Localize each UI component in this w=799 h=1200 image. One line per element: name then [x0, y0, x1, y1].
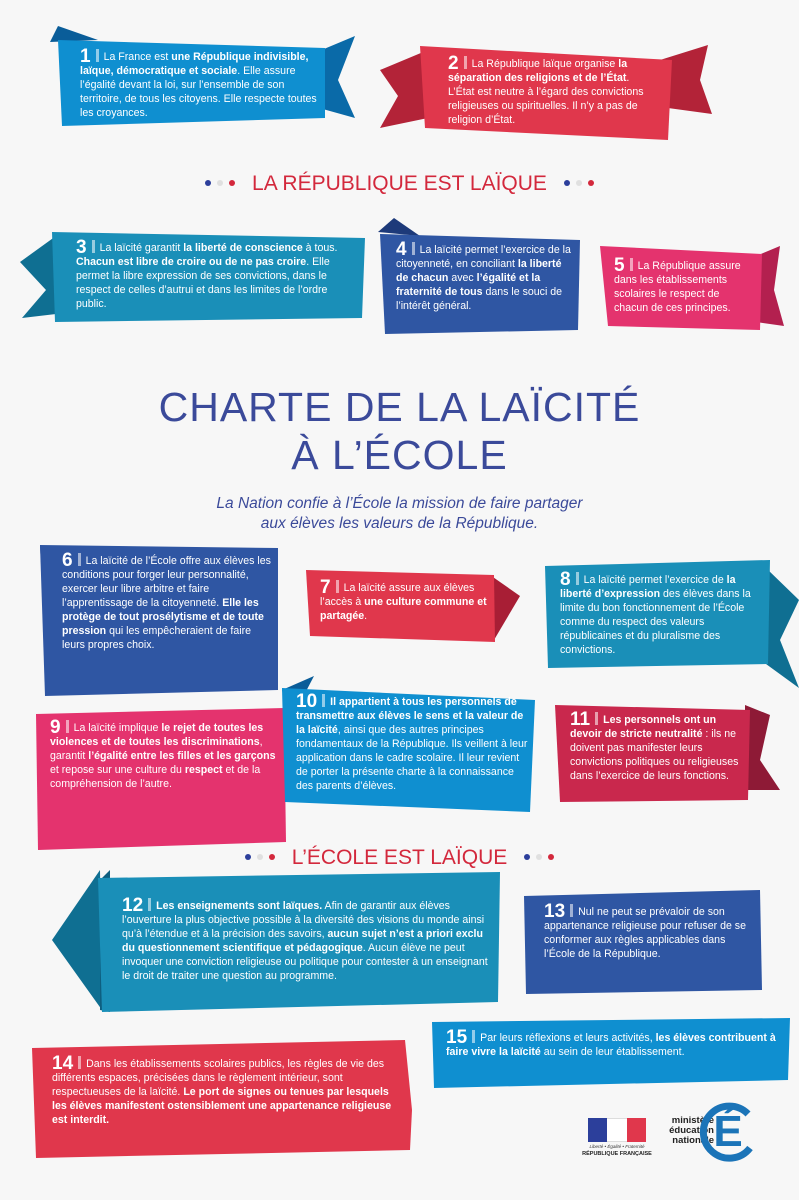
article-bold-text: l’égalité entre les filles et les garçons: [88, 750, 276, 762]
article-text: La République laïque organise: [471, 58, 619, 70]
dot: [548, 854, 554, 860]
article-bold-text: les élèves contribuent à faire vivre la laïcité: [446, 1032, 776, 1058]
article-text: . Aucun élève ne peut invoquer une conviction religieuse ou politique pour contester à un enseignant le droit de traiter une question au programme.: [122, 942, 488, 982]
subtitle-line1: La Nation confie à l’École la mission de faire partager: [216, 495, 583, 512]
article-5: [614, 255, 754, 315]
dot: [245, 854, 251, 860]
article-text: La laïcité permet l’exercice de la citoyenneté, en conciliant: [396, 244, 571, 270]
article-text: La laïcité de l’École offre aux élèves les conditions pour forger leur personnalité, exercer leur libre arbitre et faire l’apprentissage de la citoyenneté.: [62, 555, 271, 609]
article-1: [80, 46, 320, 120]
article-text: Afin de garantir aux élèves l’ouverture la plus objective possible à la diversité des visions du monde ainsi qu’à l’étendue et à la précision des savoirs,: [122, 900, 485, 940]
article-bold-text: Les personnels ont un devoir de stricte neutralité: [570, 714, 717, 740]
article-text: des élèves dans la limite du bon fonctionnement de l’École comme du respect des valeurs républicaines et du pluralisme des convictions.: [560, 588, 751, 656]
separator-bar: [78, 553, 81, 566]
article-number: 7: [320, 577, 331, 598]
education-nationale-logo: [696, 1100, 758, 1164]
separator-bar: [464, 56, 467, 69]
article-number: 4: [396, 239, 407, 260]
dot: [576, 180, 582, 186]
separator-bar: [576, 572, 579, 585]
article-number: 9: [50, 717, 61, 738]
separator-bar: [66, 720, 69, 733]
article-text: Dans les établissements scolaires publics, les règles de vie des différents espaces, précisées dans le règlement intérieur, sont respectueuses de la laïcité.: [52, 1058, 385, 1098]
article-bold-text: respect: [184, 764, 223, 776]
article-text: , ainsi que des autres principes fondamentaux de la République. Ils veillent à leur application dans le cadre scolaire. Il leur revient de porter la présente charte à la connaissance des parents d’élèves.: [296, 724, 528, 792]
separator-bar: [96, 49, 99, 62]
dot: [588, 180, 594, 186]
article-text: .: [364, 610, 368, 622]
dot: [229, 180, 235, 186]
article-number: 11: [570, 709, 591, 730]
separator-bar: [78, 1056, 81, 1069]
article-text: Par leurs réflexions et leurs activités,: [480, 1032, 656, 1044]
article-text: . Elle permet la libre expression de ses convictions, dans le respect de celles d’autrui et dans les limites de l’ordre public.: [76, 256, 330, 310]
article-bold-text: la liberté de chacun: [396, 258, 562, 284]
article-text: . Elle assure l’égalité devant la loi, sur l’ensemble de son territoire, de tous les citoyens. Elle respecte toutes les croyances.: [80, 65, 317, 119]
dot: [257, 854, 263, 860]
article-bold-text: Elle les protège de tout prosélytisme et de toute pression: [62, 597, 264, 637]
separator-bar: [570, 904, 573, 917]
article-number: 6: [62, 550, 73, 571]
dot: [536, 854, 542, 860]
marianne-motto: Liberté • Égalité • Fraternité: [589, 1144, 645, 1149]
ministere-line1: ministère: [671, 1115, 714, 1126]
article-text: La laïcité implique: [73, 722, 162, 734]
section-republique-title: [0, 172, 799, 196]
article-bold-text: la séparation des religions et de l’État: [448, 58, 628, 84]
article-number: 5: [614, 255, 625, 276]
article-number: 1: [80, 46, 91, 67]
ministere-line3: nationale: [672, 1135, 714, 1146]
article-bold-text: Le port de signes ou tenues par lesquels les élèves manifestent ostensiblement une appartenance religieuse est interdit.: [52, 1086, 392, 1126]
article-number: 2: [448, 53, 459, 74]
dot: [205, 180, 211, 186]
article-text: , garantit: [50, 736, 263, 762]
article-number: 14: [52, 1053, 74, 1074]
article-4: [396, 239, 574, 313]
article-text: Nul ne peut se prévaloir de son appartenance religieuse pour refuser de se conformer aux règles applicables dans l’École de la République.: [544, 906, 747, 960]
separator-bar: [92, 240, 95, 253]
dot: [564, 180, 570, 186]
article-12: [122, 895, 494, 983]
dot: [524, 854, 530, 860]
article-number: 15: [446, 1027, 468, 1048]
article-3: [76, 237, 358, 311]
article-text: : ils ne doivent pas manifester leurs convictions politiques ou religieuses dans l’exercice de leurs fonctions.: [570, 728, 739, 782]
article-15: [446, 1027, 780, 1059]
article-bold-text: Les enseignements sont laïques.: [156, 900, 323, 912]
separator-bar: [472, 1030, 475, 1043]
tricolor-flag: [588, 1118, 646, 1142]
e-letter: É: [713, 1107, 743, 1156]
article-text: La France est: [103, 51, 172, 63]
article-text: avec: [448, 272, 477, 284]
article-text: La laïcité permet l’exercice de: [583, 574, 727, 586]
article-number: 3: [76, 237, 87, 258]
article-number: 12: [122, 895, 144, 916]
separator-bar: [322, 694, 325, 707]
article-number: 10: [296, 691, 318, 712]
article-text: et de la compréhension de l’autre.: [50, 764, 261, 790]
article-bold-text: aucun sujet n’est a priori exclu du questionnement scientifique et pédagogique: [122, 928, 483, 954]
article-number: 8: [560, 569, 571, 590]
article-7: [320, 577, 488, 623]
article-text: . L’État est neutre à l’égard des convictions religieuses ou spirituelles. Il n’y a pas de religion d’État.: [448, 72, 644, 126]
article-text: qui les empêcheraient de faire leurs propres choix.: [62, 625, 252, 651]
article-bold-text: Il appartient à tous les personnels de transmettre aux élèves le sens et la valeur de la laïcité: [296, 696, 524, 736]
article-bold-text: une culture commune et partagée: [320, 596, 487, 622]
article-11: [570, 709, 746, 783]
separator-bar: [630, 258, 633, 271]
article-bold-text: l’égalité et la fraternité de tous: [396, 272, 541, 298]
section-label: LA RÉPUBLIQUE EST LAÏQUE: [252, 172, 547, 195]
article-text: au sein de leur établissement.: [540, 1046, 685, 1058]
dot: [217, 180, 223, 186]
article-number: 13: [544, 901, 566, 922]
article-bold-text: le rejet de toutes les violences et de toutes les discriminations: [50, 722, 264, 748]
separator-bar: [595, 712, 598, 725]
separator-bar: [148, 898, 151, 911]
section-label: L’ÉCOLE EST LAÏQUE: [291, 846, 508, 869]
article-text: La République assure dans les établissements scolaires le respect de chacun de ces principes.: [614, 260, 741, 314]
page-title-line2: À L’ÉCOLE: [291, 432, 508, 478]
article-8: [560, 569, 760, 657]
article-bold-text: une République indivisible, laïque, démocratique et sociale: [80, 51, 309, 77]
article-2: [448, 53, 658, 127]
article-text: et repose sur une culture du: [50, 764, 185, 776]
article-text: La laïcité assure aux élèves l’accès à: [320, 582, 475, 608]
article-text: dans le souci de l’intérêt général.: [396, 286, 563, 312]
article-bold-text: la liberté d’expression: [560, 574, 736, 600]
ministere-line2: éducation: [669, 1125, 714, 1136]
article-14: [52, 1053, 402, 1127]
separator-bar: [336, 580, 339, 593]
article-10: [296, 691, 528, 793]
article-text: La laïcité garantit: [99, 242, 184, 254]
article-13: [544, 901, 756, 961]
article-6: [62, 550, 272, 652]
dot: [269, 854, 275, 860]
marianne-logo: [582, 1118, 652, 1162]
article-bold-text: Chacun est libre de croire ou de ne pas croire: [76, 256, 307, 268]
subtitle-line2: aux élèves les valeurs de la République.: [260, 515, 539, 532]
article-text: à tous.: [302, 242, 338, 254]
page-title-line1: CHARTE DE LA LAÏCITÉ: [158, 384, 641, 430]
republique-francaise-label: RÉPUBLIQUE FRANÇAISE: [582, 1151, 652, 1157]
section-ecole-title: [0, 846, 799, 870]
article-bold-text: la liberté de conscience: [183, 242, 303, 254]
separator-bar: [412, 242, 415, 255]
article-9: [50, 717, 280, 791]
